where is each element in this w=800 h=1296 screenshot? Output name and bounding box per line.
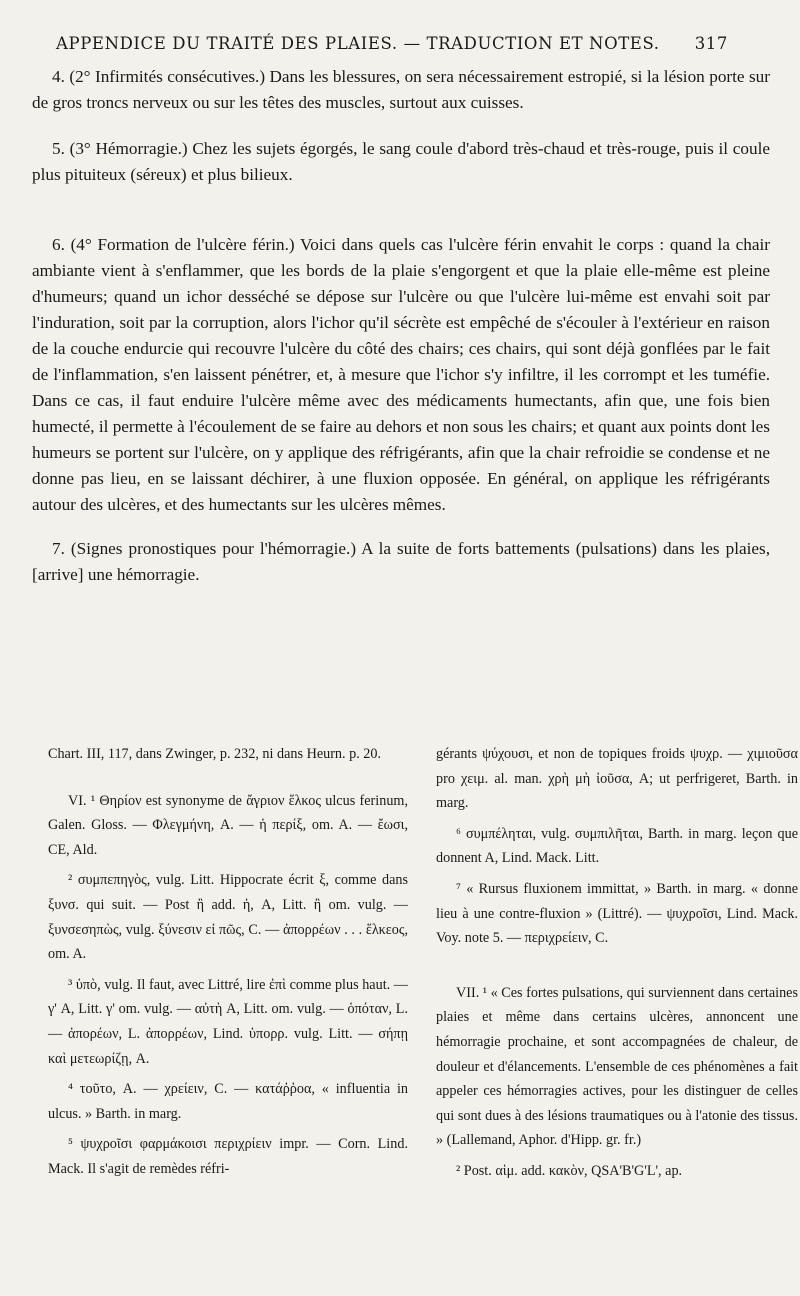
footnote-vii-2: ² Post. αἱμ. add. κακὸν, QSA'B'G'L', ap. <box>456 1162 683 1179</box>
footnote-vi-3: ³ ὑπὸ, vulg. Il faut, avec Littré, lire ἐπὶ comme plus haut. — γ' A, Litt. γ' om. vulg. — αὐτὴ A, Litt. om. vulg. — ὁπόταν, L. — ἀπορέων, L. ἀπορρέων, Lind. ὑπορρ. vulg. Litt. — σήπῃ καὶ μετεωρίζῃ, A. <box>48 976 408 1067</box>
footnote-vii-1: VII. ¹ « Ces fortes pulsations, qui surviennent dans certaines plaies et même dans certains ulcères, annoncent une hémorragie prochaine, et sont accompagnées de chaleur, de douleur et d'élancements. L'ensemble de ces phénomènes a fait appeler ces hémorragies actives, pour les distinguer de celles qui sont dues à des lésions traumatiques ou à l'atonie des tissus. » (Lallemand, Aphor. d'Hipp. gr. fr.) <box>436 984 798 1149</box>
footnote-chart-ref: Chart. III, 117, dans Zwinger, p. 232, ni dans Heurn. p. 20. <box>48 746 382 762</box>
footnote-vi-2: ² συμπεπηγὸς, vulg. Litt. Hippocrate écrit ξ, comme dans ξυνσ. qui suit. — Post ἢ add. ἡ, A, Litt. ἢ om. vulg. — ξυνσεσηπὼς, vulg. ξύνεσιν εἰ πῶς, C. — ἀπορρέων . . . ἕλκεος, om. A. <box>48 872 408 963</box>
footnote-vi-7: ⁷ « Rursus fluxionem immittat, » Barth. in marg. « donne lieu à une contre-fluxion » (Littré). — ψυχροῖσι, Lind. Mack. Voy. note 5. — περιχρείειν, C. <box>436 880 798 947</box>
footnote-vi-5-cont: gérants ψύχουσι, et non de topiques froids ψυχρ. — χιμιοῦσα pro χειμ. al. man. χρὴ μὴ ἰοῦσα, A; ut perfrigeret, Barth. in marg. <box>436 746 798 812</box>
footnotes-right-column <box>436 742 798 1184</box>
paragraph-4: 4. (2° Infirmités consécutives.) Dans les blessures, on sera nécessairement estropié, si la lésion porte sur de gros troncs nerveux ou sur les têtes des muscles, surtout aux cuisses. <box>32 67 770 112</box>
paragraph-6: 6. (4° Formation de l'ulcère férin.) Voici dans quels cas l'ulcère férin envahit le corps : quand la chair ambiante vient à s'enflammer, que les bords de la plaie s'engorgent et que la plaie elle-même est pleine d'humeurs; quand un ichor desséché se dépose sur l'ulcère ou que l'ulcère lui-même est envahi soit par l'induration, soit par la corruption, alors l'ichor qu'il sécrète est empêché de s'écouler à l'extérieur en raison de la couche endurcie qui recouvre l'ulcère du côté des chairs; ces chairs, qui sont déjà gonflées par le fait de l'inflammation, s'en laissent pénétrer, et, à mesure que l'ichor s'y infiltre, il les corrompt et les tuméfie. Dans ce cas, il faut enduire l'ulcère même avec des médicaments humectants, afin que, une fois bien humecté, il permette à l'écoulement de se faire au dehors et non sous les chairs; et quant aux points dont les humeurs se portent sur l'ulcère, on y applique des réfrigérants, afin que la chair refroidie se condense et ne donne pas lieu, en se laissant déchirer, à une fluxion opposée. En général, on applique les réfrigérants autour des ulcères, et des humectants sur les ulcères mêmes. <box>32 235 770 514</box>
main-text <box>32 64 770 588</box>
running-title: APPENDICE DU TRAITÉ DES PLAIES. — TRADUCTION ET NOTES. <box>56 34 660 53</box>
page-header <box>56 34 728 62</box>
footnote-vi-1: VI. ¹ Θηρίον est synonyme de ἄγριον ἕλκος ulcus ferinum, Galen. Gloss. — Φλεγμήνη, A. — ἡ περίξ, om. A. — ἔωσι, CE, Ald. <box>48 792 408 858</box>
footnote-vi-6: ⁶ συμπέληται, vulg. συμπιλῆται, Barth. in marg. leçon que donnent A, Lind. Mack. Litt. <box>436 825 798 867</box>
paragraph-5: 5. (3° Hémorragie.) Chez les sujets égorgés, le sang coule d'abord très-chaud et très-rouge, puis il coule plus pituiteux (séreux) et plus bilieux. <box>32 139 770 184</box>
footnotes-left-column <box>48 742 408 1182</box>
paragraph-7: 7. (Signes pronostiques pour l'hémorragie.) A la suite de forts battements (pulsations) dans les plaies, [arrive] une hémorragie. <box>32 539 770 584</box>
footnote-vi-5: ⁵ ψυχροῖσι φαρμάκοισι περιχρίειν impr. — Corn. Lind. Mack. Il s'agit de remèdes réfri- <box>48 1136 408 1177</box>
footnote-vi-4: ⁴ τοῦτο, A. — χρείειν, C. — κατάῤῥοα, « influentia in ulcus. » Barth. in marg. <box>48 1081 408 1122</box>
page-number: 317 <box>694 34 728 53</box>
